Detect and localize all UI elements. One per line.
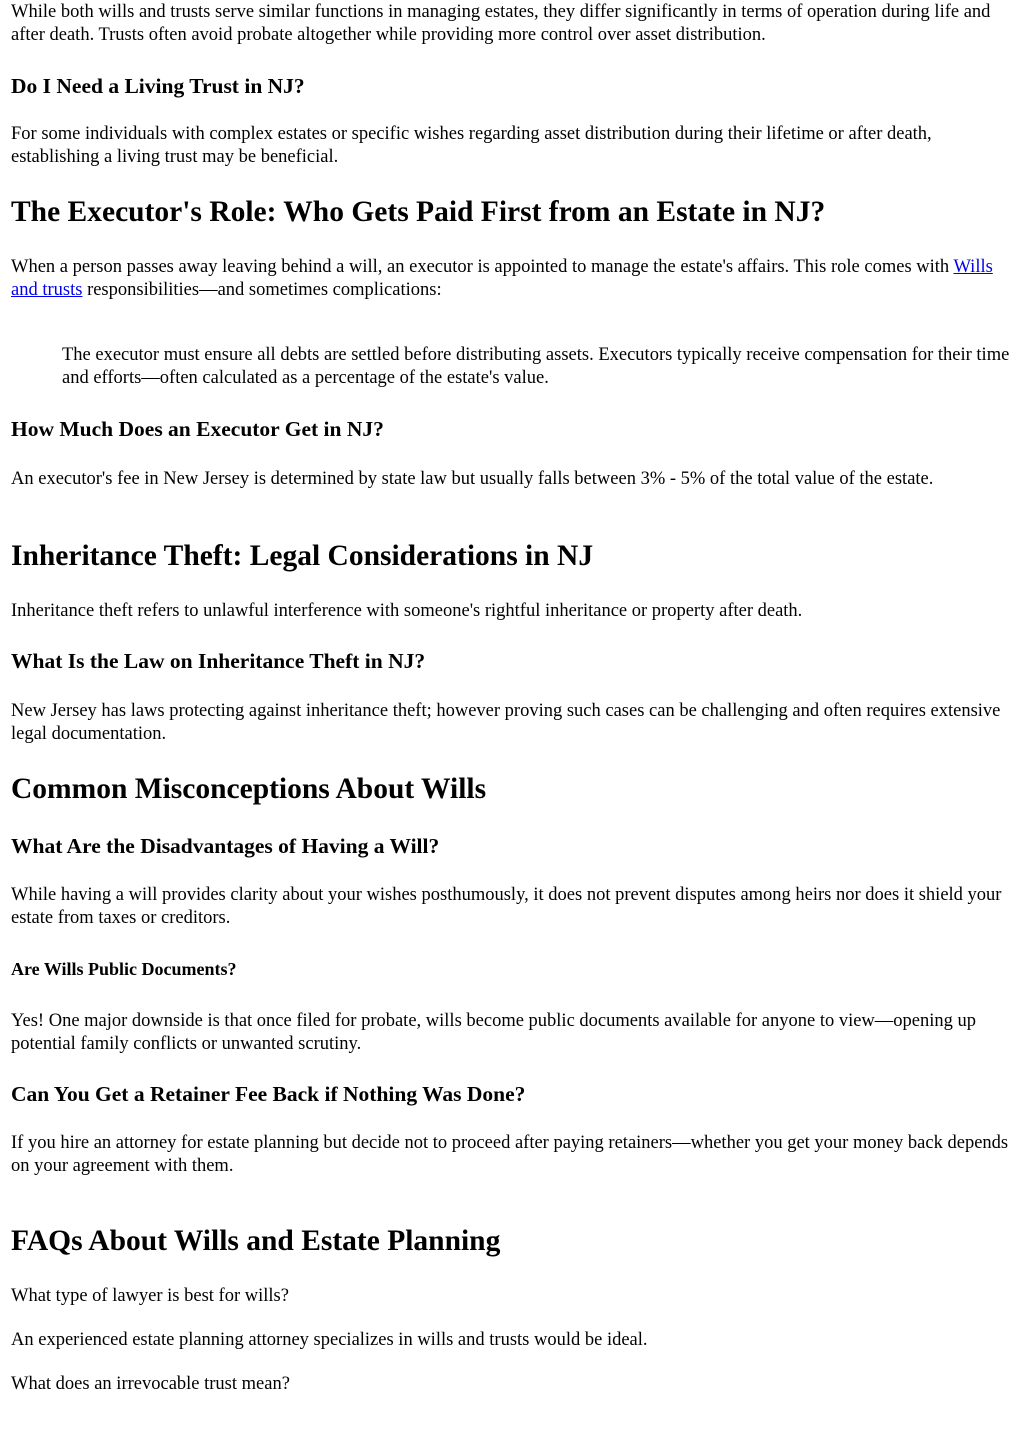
paragraph-executor-intro-text-end: responsibilities—and sometimes complications: [82, 280, 442, 300]
heading-retainer: Can You Get a Retainer Fee Back if Nothing Was Done? [11, 1082, 526, 1106]
paragraph-executor-intro-text: When a person passes away leaving behind a will, an executor is appointed to manage the estate's affairs. This role comes with [11, 257, 954, 277]
faq-question-irrevocable-trust: What does an irrevocable trust mean? [11, 1374, 290, 1394]
heading-theft-law: What Is the Law on Inheritance Theft in NJ? [11, 649, 426, 673]
paragraph-executor-fee: An executor's fee in New Jersey is determined by state law but usually falls between 3% - 5% of the total value of the estate. [11, 469, 934, 489]
heading-executor-fee: How Much Does an Executor Get in NJ? [11, 417, 384, 441]
heading-misconceptions: Common Misconceptions About Wills [11, 773, 487, 805]
faq-question-lawyer: What type of lawyer is best for wills? [11, 1286, 289, 1306]
heading-public-docs: Are Wills Public Documents? [11, 959, 237, 979]
heading-executor-role: The Executor's Role: Who Gets Paid First from an Estate in NJ? [11, 196, 826, 228]
paragraph-public-docs: Yes! One major downside is that once filed for probate, wills become public documents available for anyone to view—opening up potential family conflicts or unwanted scrutiny. [11, 1011, 977, 1054]
paragraph-living-trust: For some individuals with complex estates or specific wishes regarding asset distribution during their lifetime or after death, establishing a living trust may be beneficial. [11, 124, 932, 167]
paragraph-executor-intro [11, 256, 1011, 302]
heading-living-trust: Do I Need a Living Trust in NJ? [11, 74, 305, 98]
paragraph-disadvantages: While having a will provides clarity about your wishes posthumously, it does not prevent disputes among heirs nor does it shield your estate from taxes or creditors. [11, 885, 1002, 928]
paragraph-inheritance-theft: Inheritance theft refers to unlawful interference with someone's rightful inheritance or property after death. [11, 601, 803, 621]
faq-answer-lawyer: An experienced estate planning attorney specializes in wills and trusts would be ideal. [11, 1330, 648, 1350]
heading-inheritance-theft: Inheritance Theft: Legal Considerations in NJ [11, 540, 594, 572]
heading-disadvantages: What Are the Disadvantages of Having a Will? [11, 834, 440, 858]
paragraph-retainer: If you hire an attorney for estate planning but decide not to proceed after paying retainers—whether you get your money back depends on your agreement with them. [11, 1133, 1009, 1176]
paragraph-theft-law: New Jersey has laws protecting against inheritance theft; however proving such cases can be challenging and often requires extensive legal documentation. [11, 701, 1001, 744]
wills-and-trusts-link[interactable]: Wills and trusts [11, 257, 993, 300]
heading-faqs: FAQs About Wills and Estate Planning [11, 1225, 501, 1257]
executor-blockquote: The executor must ensure all debts are settled before distributing assets. Executors typically receive compensation for their time and efforts—often calculated as a percentage of the estate's value. [62, 345, 1010, 388]
paragraph-wills-vs-trusts: While both wills and trusts serve similar functions in managing estates, they differ significantly in terms of operation during life and after death. Trusts often avoid probate altogether while providing more control over asset distribution. [11, 2, 991, 45]
